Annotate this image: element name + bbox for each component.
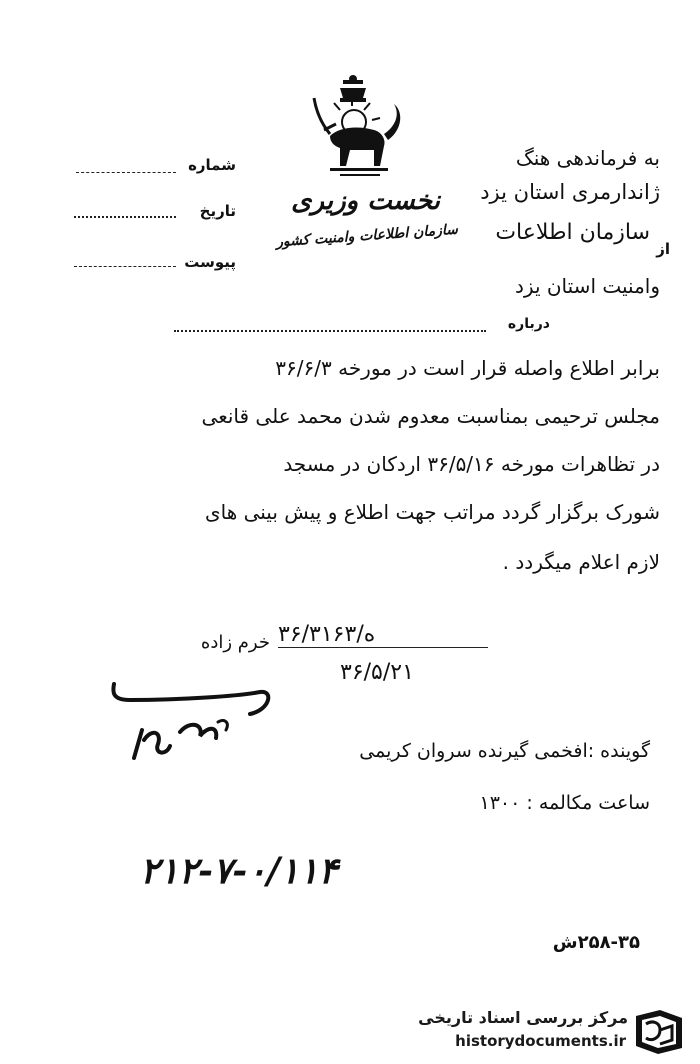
reference-number: ه/۳۶/۳۱۶۳ xyxy=(278,622,488,648)
reference-date: ۳۶/۵/۲۱ xyxy=(340,660,414,685)
call-speaker: گوینده :افخمی گیرنده سروان کریمی xyxy=(359,740,650,762)
signature-name: خرم زاده xyxy=(200,632,270,653)
body-line-2: مجلس ترحیمی بمناسبت معدوم شدن محمد علی قانعی xyxy=(201,404,660,428)
call-time: ساعت مکالمه : ۱۳۰۰ xyxy=(479,792,650,814)
about-label: درباره xyxy=(507,316,550,332)
body-line-3: در تظاهرات مورخه ۳۶/۵/۱۶ اردکان در مسجد xyxy=(283,452,660,476)
lion-and-sun-emblem-icon xyxy=(300,74,410,186)
to-line-1: به فرماندهی هنگ xyxy=(515,146,660,170)
about-field xyxy=(174,330,486,332)
body-line-1: برابر اطلاع واصله قرار است در مورخه ۳۶/۶/۳ xyxy=(275,356,660,380)
date-label: تاریخ xyxy=(199,202,236,220)
attachment-label: پیوست xyxy=(184,253,236,271)
document-code: ۲۵۸-۳۵ش xyxy=(552,932,640,953)
attachment-field xyxy=(74,266,176,267)
emblem-subtitle: سازمان اطلاعات وامنیت کشور xyxy=(275,221,459,251)
emblem-title: نخست وزیری xyxy=(291,186,440,216)
from-label: از xyxy=(656,240,670,258)
from-line-1: سازمان اطلاعات xyxy=(495,220,650,245)
body-line-4: شورک برگزار گردد مراتب جهت اطلاع و پیش بینی های xyxy=(204,500,660,524)
watermark-line-1: مرکز بررسی اسناد تاریخی xyxy=(418,1008,628,1027)
handwritten-initials-icon xyxy=(100,670,280,780)
to-line-2: ژاندارمری استان یزد xyxy=(480,180,660,204)
number-field xyxy=(76,172,176,173)
date-field xyxy=(74,216,176,218)
number-label: شماره xyxy=(188,156,236,174)
handwritten-code: ۲۱۲-۷-۰/۱۱۴ xyxy=(140,850,338,892)
history-documents-logo-icon xyxy=(630,1006,686,1056)
watermark-line-2: historydocuments.ir xyxy=(455,1032,626,1050)
body-line-5: لازم اعلام میگردد . xyxy=(502,550,660,574)
from-line-2: وامنیت استان یزد xyxy=(515,274,660,298)
